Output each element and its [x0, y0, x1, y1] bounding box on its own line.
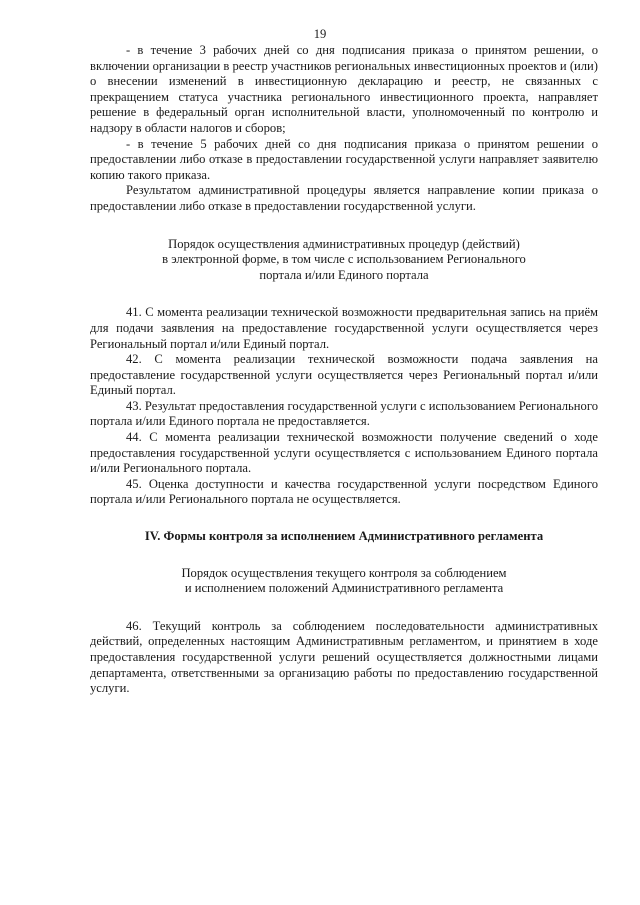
subheading-current-control [90, 566, 598, 597]
subheading-line: Порядок осуществления административных процедур (действий) [168, 236, 520, 251]
paragraph-step-5-days: - в течение 5 рабочих дней со дня подписания приказа о принятом решении о предоставлении либо отказе в предоставлении государственной услуги направляет заявителю копию такого приказа. [90, 136, 598, 182]
control-clauses [90, 619, 598, 697]
subheading-electronic-procedures [90, 237, 598, 284]
procedure-steps [90, 43, 598, 215]
clause-45: 45. Оценка доступности и качества государственной услуги посредством Единого портала и/или Регионального портала не осуществляется. [90, 476, 598, 507]
paragraph-procedure-result: Результатом административной процедуры является направление копии приказа о предоставлении либо отказе в предоставлении государственной услуги. [90, 183, 598, 213]
chapter-heading: IV. Формы контроля за исполнением Административного регламента [144, 529, 544, 544]
subheading-line: Порядок осуществления текущего контроля за соблюдением [181, 565, 507, 580]
subheading-line: портала и/или Единого портала [259, 267, 429, 282]
paragraph-step-3-days: - в течение 3 рабочих дней со дня подписания приказа о принятом решении, о включении организации в реестр участников региональных инвестиционных проектов и (или) о внесении изменений в инвестиционную декларацию и реестр, не связанных с прекращением статуса участника регионального инвестиционного проекта, направляет решение в федеральный орган исполнительной власти, уполномоченный по контролю и надзору в области налогов и сборов; [90, 43, 598, 135]
clause-41: 41. С момента реализации технической возможности предварительная запись на приём для подачи заявления на предоставление государственной услуги осуществляется через Региональный портал и/или Единый портал. [90, 305, 598, 351]
subheading-line: в электронной форме, в том числе с использованием Регионального [162, 252, 526, 267]
electronic-procedures-clauses [90, 305, 598, 508]
clause-43: 43. Результат предоставления государственной услуги с использованием Регионального портала и/или Единого портала не предоставляется. [90, 398, 598, 429]
clause-44: 44. С момента реализации технической возможности получение сведений о ходе предоставления государственной услуги осуществляется с использованием Единого портала и/или Регионального портала. [90, 430, 598, 476]
page-number: 19 [313, 27, 327, 41]
clause-46: 46. Текущий контроль за соблюдением последовательности административных действий, определенных настоящим Административным регламентом, и принятием в ходе предоставления государственной услуги решений осуществляется должностными лицами департамента, ответственными за организацию работы по предоставлению государственной услуги. [90, 618, 598, 696]
clause-42: 42. С момента реализации технической возможности подача заявления на предоставление государственной услуги осуществляется через Региональный портал и/или Единый портал. [90, 352, 598, 398]
document-body [90, 43, 598, 697]
subheading-line: и исполнением положений Административного регламента [184, 581, 504, 596]
